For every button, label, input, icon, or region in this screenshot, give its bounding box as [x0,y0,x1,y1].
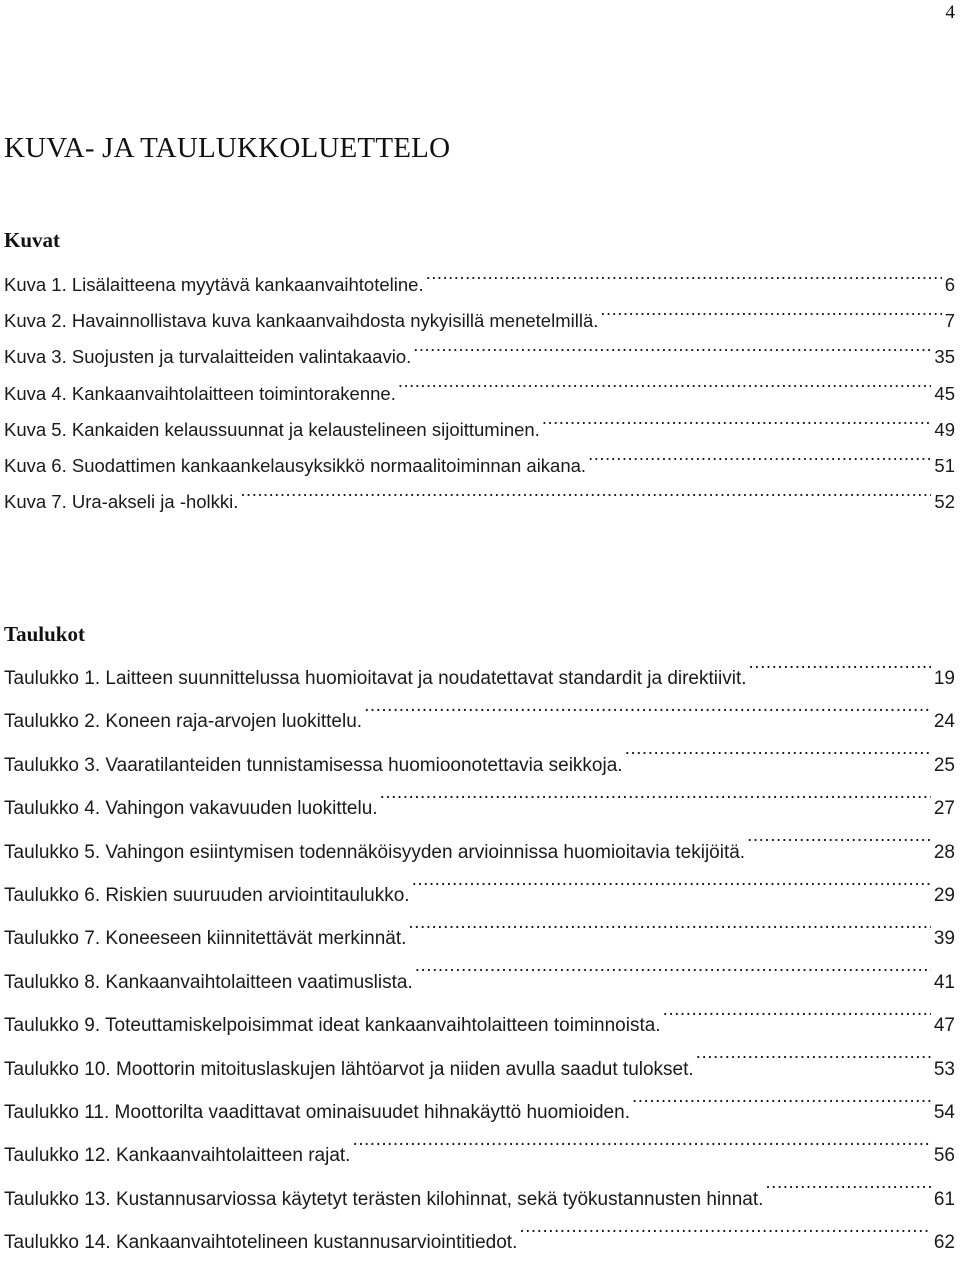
toc-leader-dots [696,1056,931,1075]
toc-entry-page: 61 [933,1188,955,1210]
toc-leader-dots [240,490,931,509]
toc-entry-page: 19 [933,668,955,689]
toc-entry-page: 28 [933,841,955,863]
toc-entry-taulukko-11[interactable] [4,1091,955,1134]
toc-leader-dots [398,381,932,400]
toc-entry-label: Kuva 1. Lisälaitteena myytävä kankaanvaihtoteline. [4,274,424,295]
toc-entry-taulukko-4[interactable] [4,787,955,830]
toc-leader-dots [519,1229,931,1248]
toc-entry-page: 52 [934,491,955,513]
toc-entry-page: 29 [933,884,955,906]
page-number: 4 [945,2,955,23]
toc-entry-taulukko-6[interactable] [4,874,955,917]
toc-entry-page: 56 [933,1145,955,1167]
toc-entry-label: Kuva 2. Havainnollistava kuva kankaanvaihdosta nykyisillä menetelmillä. [4,310,599,332]
toc-entry-page: 6 [944,274,955,295]
toc-leader-dots [364,708,931,727]
toc-entry-taulukko-2[interactable] [4,700,955,743]
toc-entry-label: Taulukko 9. Toteuttamiskelpoisimmat ideat kankaanvaihtolaitteen toiminnoista. [4,1015,661,1037]
kuvat-list [4,267,955,520]
toc-entry-label: Taulukko 2. Koneen raja-arvojen luokittelu. [4,711,363,733]
toc-entry-taulukko-3[interactable] [4,744,955,787]
toc-entry-label: Taulukko 11. Moottorilta vaadittavat ominaisuudet hihnakäyttö huomioiden. [4,1101,630,1123]
toc-leader-dots [747,839,931,858]
toc-entry-page: 47 [933,1015,955,1037]
toc-leader-dots [663,1012,931,1031]
toc-entry-kuva-6[interactable] [4,448,955,484]
toc-entry-taulukko-14[interactable] [4,1221,955,1264]
toc-entry-taulukko-12[interactable] [4,1134,955,1177]
toc-entry-page: 45 [934,382,955,404]
toc-entry-label: Kuva 6. Suodattimen kankaankelausyksikkö normaalitoiminnan aikana. [4,454,587,476]
toc-entry-label: Taulukko 5. Vahingon esiintymisen todennäköisyyden arvioinnissa huomioitavia tekijöitä. [4,841,746,863]
toc-entry-page: 27 [933,798,955,820]
toc-entry-label: Taulukko 14. Kankaanvaihtotelineen kustannusarviointitiedot. [4,1232,518,1254]
toc-entry-kuva-7[interactable] [4,484,955,520]
toc-entry-label: Kuva 4. Kankaanvaihtolaitteen toimintorakenne. [4,382,396,404]
toc-leader-dots [588,453,931,472]
toc-entry-label: Taulukko 4. Vahingon vakavuuden luokittelu. [4,798,378,820]
toc-entry-kuva-1[interactable] [4,267,955,303]
toc-leader-dots [426,273,942,292]
toc-entry-label: Kuva 7. Ura-akseli ja -holkki. [4,491,239,513]
toc-entry-label: Taulukko 13. Kustannusarviossa käytetyt terästen kilohinnat, sekä työkustannusten hinnat. [4,1188,764,1210]
toc-entry-taulukko-10[interactable] [4,1048,955,1091]
toc-entry-taulukko-9[interactable] [4,1004,955,1047]
toc-leader-dots [632,1099,931,1118]
toc-entry-page: 25 [933,754,955,776]
toc-leader-dots [352,1142,930,1161]
toc-leader-dots [408,925,930,944]
toc-entry-page: 35 [934,346,955,368]
kuvat-heading: Kuvat [4,228,61,252]
toc-entry-page: 39 [933,928,955,950]
toc-leader-dots [542,417,932,436]
toc-entry-taulukko-13[interactable] [4,1178,955,1221]
taulukot-list [4,657,955,1264]
toc-entry-taulukko-5[interactable] [4,831,955,874]
toc-entry-taulukko-7[interactable] [4,917,955,960]
toc-entry-page: 53 [933,1058,955,1080]
toc-entry-label: Kuva 5. Kankaiden kelaussuunnat ja kelaustelineen sijoittuminen. [4,418,540,440]
toc-leader-dots [600,309,941,328]
toc-leader-dots [415,969,931,988]
toc-entry-label: Taulukko 7. Koneeseen kiinnitettävät merkinnät. [4,928,407,950]
toc-entry-label: Taulukko 1. Laitteen suunnittelussa huomioitavat ja noudatettavat standardit ja direktiivit. [4,668,747,689]
toc-entry-taulukko-1[interactable] [4,657,955,700]
toc-entry-taulukko-8[interactable] [4,961,955,1004]
toc-entry-page: 49 [934,418,955,440]
toc-entry-label: Taulukko 10. Moottorin mitoituslaskujen lähtöarvot ja niiden avulla saadut tulokset. [4,1058,694,1080]
toc-entry-label: Taulukko 3. Vaaratilanteiden tunnistamisessa huomioonotettavia seikkoja. [4,754,623,776]
toc-entry-page: 51 [934,454,955,476]
toc-entry-kuva-4[interactable] [4,376,955,412]
toc-leader-dots [749,665,931,684]
page-title: KUVA- JA TAULUKKOLUETTELO [4,132,451,164]
toc-entry-label: Taulukko 12. Kankaanvaihtolaitteen rajat. [4,1145,351,1167]
toc-leader-dots [380,795,931,814]
toc-entry-label: Taulukko 6. Riskien suuruuden arviointitaulukko. [4,884,410,906]
toc-entry-kuva-2[interactable] [4,303,955,339]
toc-entry-kuva-3[interactable] [4,339,955,375]
toc-entry-page: 24 [933,711,955,733]
toc-entry-label: Kuva 3. Suojusten ja turvalaitteiden valintakaavio. [4,346,412,368]
toc-leader-dots [625,752,931,771]
toc-entry-page: 41 [933,971,955,993]
toc-entry-page: 54 [933,1101,955,1123]
toc-leader-dots [413,345,931,364]
toc-leader-dots [765,1186,930,1205]
toc-entry-kuva-5[interactable] [4,412,955,448]
toc-leader-dots [412,882,931,901]
toc-entry-label: Taulukko 8. Kankaanvaihtolaitteen vaatimuslista. [4,971,413,993]
taulukot-heading: Taulukot [4,622,85,646]
toc-entry-page: 62 [933,1232,955,1254]
toc-entry-page: 7 [944,310,955,332]
